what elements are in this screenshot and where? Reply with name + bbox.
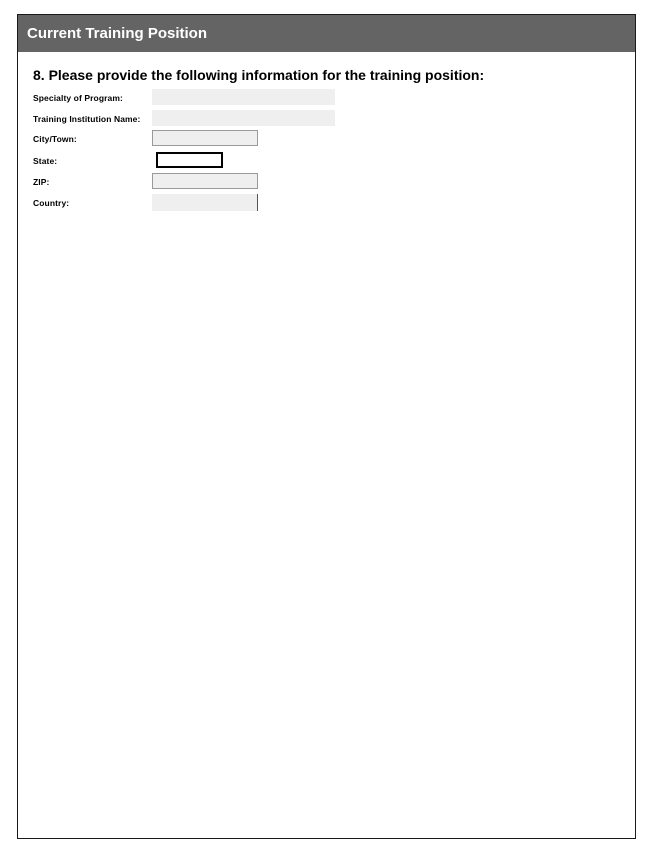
zip-field[interactable]	[152, 173, 258, 189]
city-label: City/Town:	[33, 134, 77, 144]
country-field[interactable]	[152, 194, 258, 211]
institution-input[interactable]	[152, 112, 335, 128]
specialty-input[interactable]	[152, 91, 335, 107]
question-text: 8. Please provide the following information for the training position:	[33, 67, 485, 83]
form-page	[17, 14, 636, 839]
section-header: Current Training Position	[18, 15, 635, 52]
specialty-field[interactable]	[152, 89, 335, 105]
country-label: Country:	[33, 198, 70, 208]
zip-label: ZIP:	[33, 177, 50, 187]
country-input[interactable]	[152, 196, 257, 213]
institution-field[interactable]	[152, 110, 335, 126]
state-label: State:	[33, 156, 58, 166]
institution-label: Training Institution Name:	[33, 114, 141, 124]
specialty-label: Specialty of Program:	[33, 93, 123, 103]
zip-input[interactable]	[153, 177, 257, 191]
state-input[interactable]	[158, 158, 221, 170]
state-field[interactable]	[156, 152, 223, 168]
city-field[interactable]	[152, 130, 258, 146]
city-input[interactable]	[153, 134, 257, 148]
